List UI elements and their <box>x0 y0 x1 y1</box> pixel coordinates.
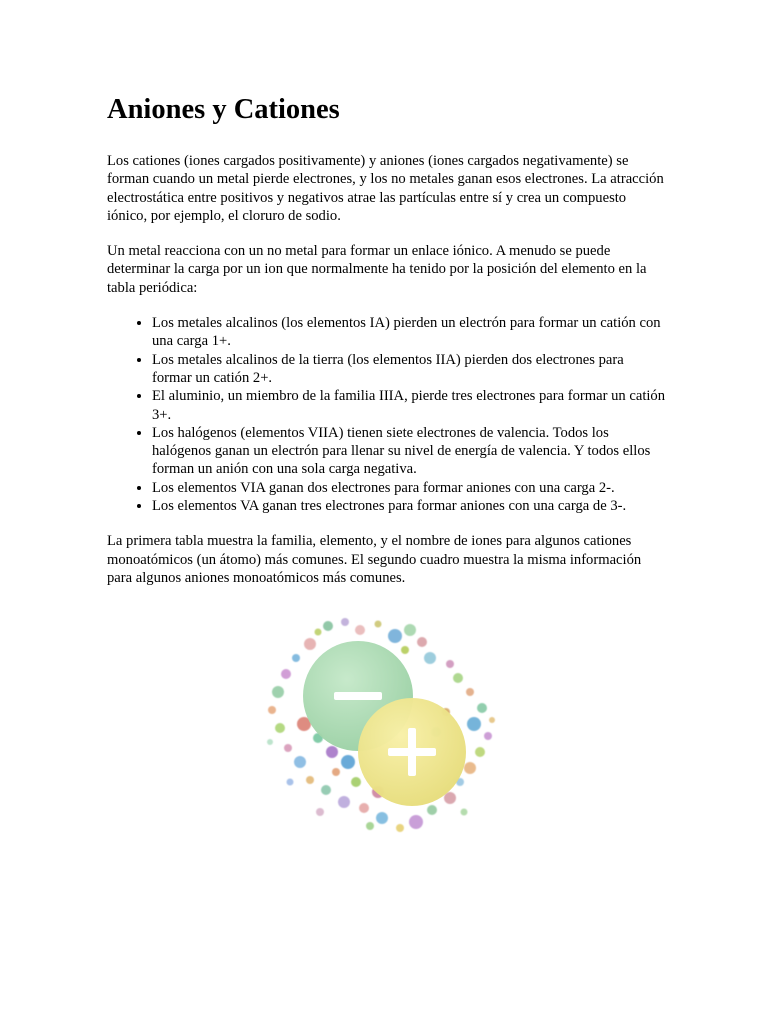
list-item: • Los halógenos (elementos VIIA) tienen siete electrones de valencia. Todos los halógenos ganan un electrón para llenar su nivel de energía de valencia. Y todos ellos forman un anión con una sola carga negativa. <box>152 424 667 479</box>
list-item: • Los elementos VIA ganan dos electrones para formar aniones con una carga 2-. <box>152 479 667 497</box>
document-page <box>107 90 667 604</box>
metal-reaction-paragraph: Un metal reacciona con un no metal para formar un enlace iónico. A menudo se puede determinar la carga por un ion que normalmente ha tenido por la posición del elemento en la tabla periódica: <box>107 243 647 296</box>
list-item: • Los metales alcalinos (los elementos IA) pierden un electrón para formar un catión con una carga 1+. <box>152 314 667 351</box>
closing-paragraph: La primera tabla muestra la familia, elemento, y el nombre de iones para algunos cationes monoatómicos (un átomo) más comunes. El segundo cuadro muestra la misma información para algunos aniones monoatómicos más comunes. <box>107 533 642 586</box>
charge-rules-list <box>107 314 667 515</box>
list-item: • El aluminio, un miembro de la familia IIIA, pierde tres electrones para formar un catión 3+. <box>152 387 667 424</box>
list-item: • Los metales alcalinos de la tierra (los elementos IIA) pierden dos electrones para formar un catión 2+. <box>152 351 667 388</box>
cation-circle <box>358 698 466 806</box>
intro-paragraph: Los cationes (iones cargados positivamente) y aniones (iones cargados negativamente) se forman cuando un metal pierde electrones, y los no metales ganan esos electrones. La atracción electrostática entre positivos y negativos atrae las partículas entre sí y crea un compuesto iónico, por ejemplo, el cloruro de sodio. <box>107 153 664 224</box>
ions-illustration <box>260 612 500 840</box>
list-item: • Los elementos VA ganan tres electrones para formar aniones con una carga de 3-. <box>152 497 667 515</box>
page-title: Aniones y Cationes <box>107 94 340 125</box>
minus-sign-icon <box>334 692 382 700</box>
